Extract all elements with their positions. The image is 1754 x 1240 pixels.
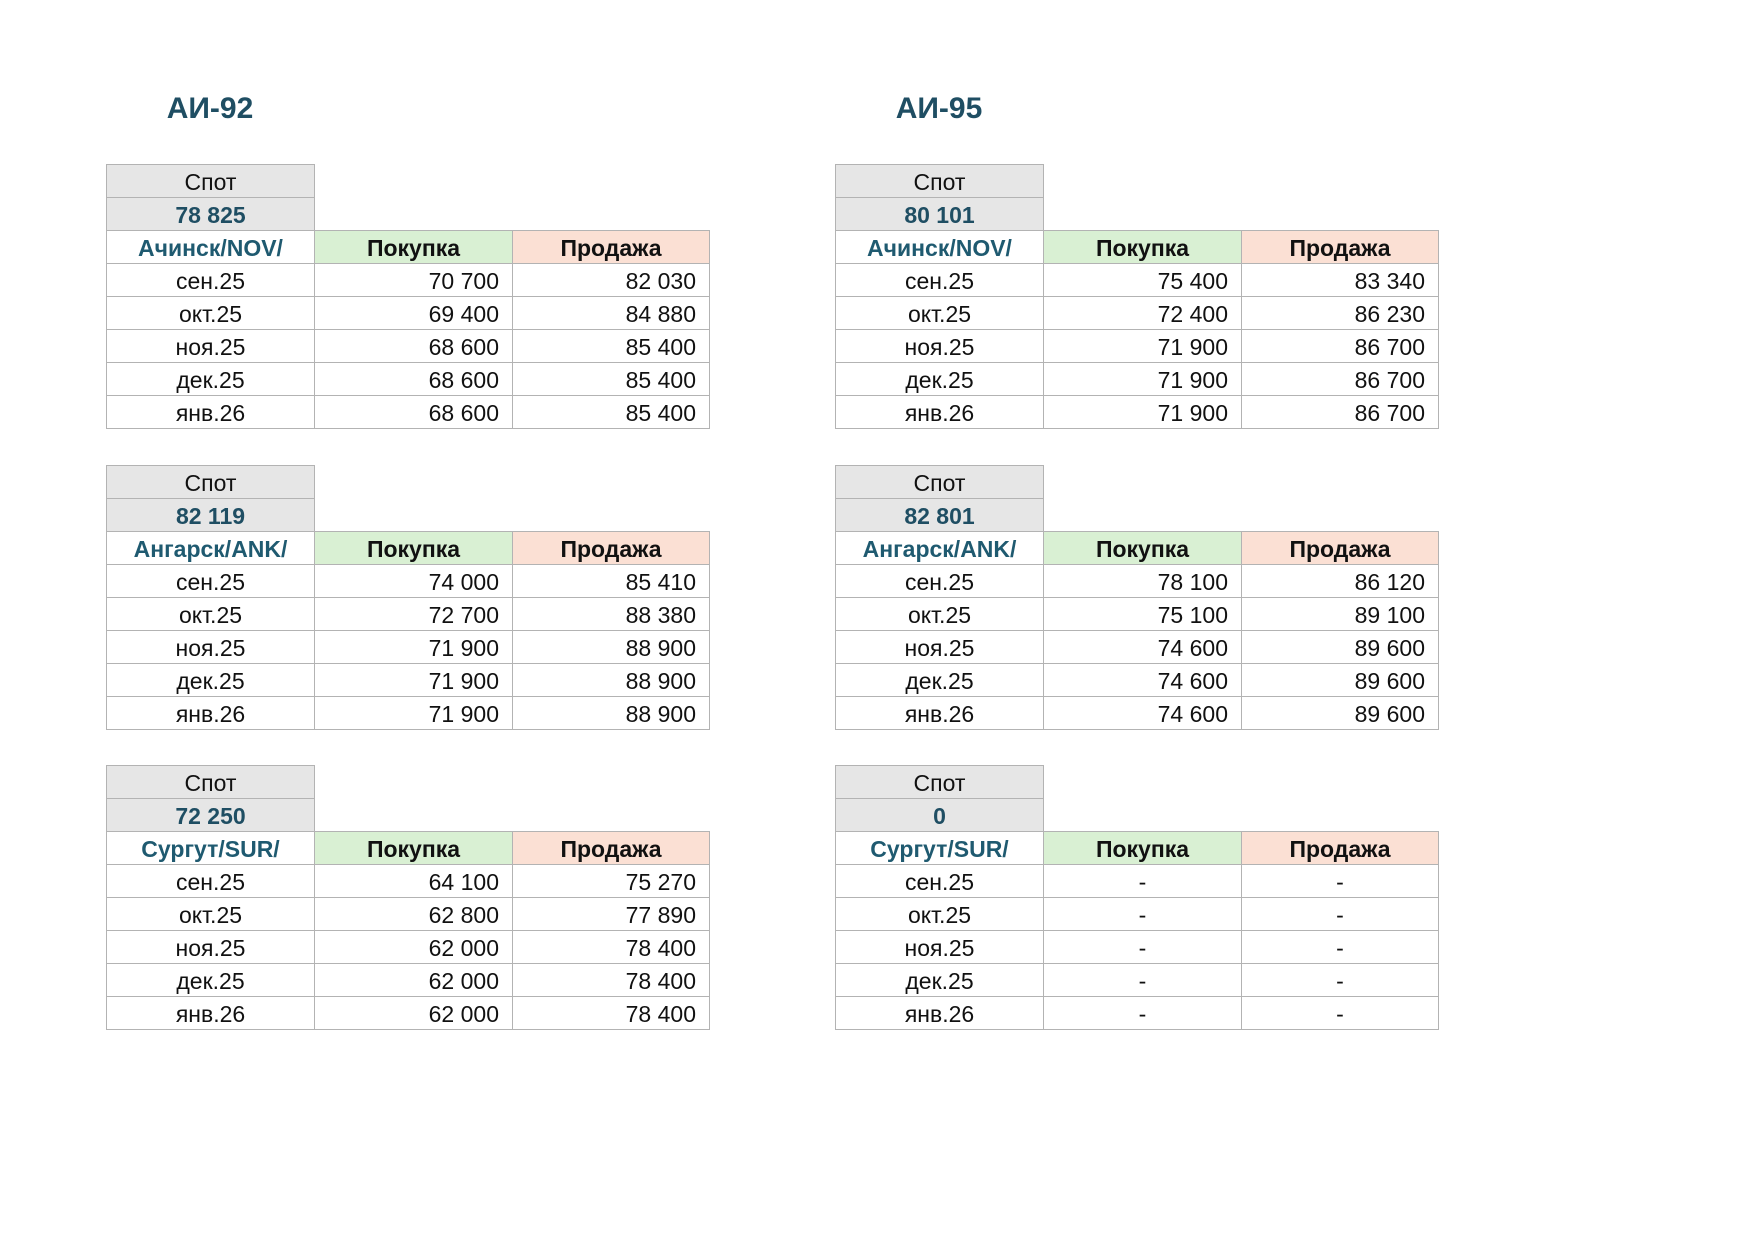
buy-cell: 68 600: [314, 362, 513, 396]
month-cell: янв.26: [835, 696, 1044, 730]
month-cell: окт.25: [106, 296, 315, 330]
month-cell: ноя.25: [106, 930, 315, 964]
sell-cell: 88 900: [512, 663, 710, 697]
buy-cell: -: [1043, 930, 1242, 964]
buy-cell: 68 600: [314, 395, 513, 429]
sell-cell: -: [1241, 963, 1439, 997]
buy-cell: -: [1043, 963, 1242, 997]
sell-cell: 86 700: [1241, 395, 1439, 429]
sell-cell: 83 340: [1241, 263, 1439, 297]
sell-cell: 85 400: [512, 362, 710, 396]
month-cell: дек.25: [835, 663, 1044, 697]
sell-cell: 85 410: [512, 564, 710, 598]
buy-cell: 74 600: [1043, 630, 1242, 664]
sell-cell: 88 900: [512, 696, 710, 730]
month-cell: ноя.25: [106, 630, 315, 664]
buy-cell: 71 900: [314, 696, 513, 730]
spot-label: Спот: [106, 465, 315, 499]
month-cell: янв.26: [835, 395, 1044, 429]
buy-header: Покупка: [1043, 831, 1242, 865]
sell-header: Продажа: [1241, 230, 1439, 264]
sell-header: Продажа: [512, 531, 710, 565]
spot-value: 78 825: [106, 197, 315, 231]
buy-cell: 71 900: [314, 630, 513, 664]
sell-cell: 86 700: [1241, 362, 1439, 396]
sell-cell: 78 400: [512, 963, 710, 997]
sell-cell: 88 380: [512, 597, 710, 631]
buy-cell: 71 900: [314, 663, 513, 697]
sell-cell: -: [1241, 996, 1439, 1030]
buy-cell: 72 700: [314, 597, 513, 631]
month-cell: сен.25: [835, 564, 1044, 598]
month-cell: окт.25: [835, 296, 1044, 330]
buy-header: Покупка: [1043, 531, 1242, 565]
month-cell: дек.25: [835, 963, 1044, 997]
month-cell: янв.26: [106, 395, 315, 429]
spot-value: 80 101: [835, 197, 1044, 231]
buy-cell: 68 600: [314, 329, 513, 363]
spot-label: Спот: [835, 465, 1044, 499]
spot-value: 82 801: [835, 498, 1044, 532]
sell-cell: 89 100: [1241, 597, 1439, 631]
sell-cell: 85 400: [512, 395, 710, 429]
location-header: Ачинск/NOV/: [106, 230, 315, 264]
month-cell: сен.25: [835, 864, 1044, 898]
buy-cell: 62 000: [314, 930, 513, 964]
buy-cell: 75 100: [1043, 597, 1242, 631]
buy-header: Покупка: [1043, 230, 1242, 264]
sell-header: Продажа: [1241, 531, 1439, 565]
buy-cell: 72 400: [1043, 296, 1242, 330]
spot-value: 82 119: [106, 498, 315, 532]
sell-header: Продажа: [1241, 831, 1439, 865]
buy-cell: 74 000: [314, 564, 513, 598]
buy-cell: 71 900: [1043, 329, 1242, 363]
sell-cell: 85 400: [512, 329, 710, 363]
sell-cell: -: [1241, 864, 1439, 898]
sell-cell: 86 230: [1241, 296, 1439, 330]
month-cell: дек.25: [106, 362, 315, 396]
buy-header: Покупка: [314, 531, 513, 565]
sell-cell: -: [1241, 930, 1439, 964]
buy-cell: 74 600: [1043, 663, 1242, 697]
month-cell: сен.25: [106, 263, 315, 297]
spot-value: 0: [835, 798, 1044, 832]
sell-cell: 82 030: [512, 263, 710, 297]
spot-label: Спот: [835, 164, 1044, 198]
location-header: Ангарск/ANK/: [106, 531, 315, 565]
buy-cell: 74 600: [1043, 696, 1242, 730]
location-header: Ачинск/NOV/: [835, 230, 1044, 264]
month-cell: дек.25: [835, 362, 1044, 396]
sell-cell: -: [1241, 897, 1439, 931]
sell-cell: 84 880: [512, 296, 710, 330]
month-cell: сен.25: [106, 564, 315, 598]
sell-cell: 77 890: [512, 897, 710, 931]
sell-header: Продажа: [512, 831, 710, 865]
location-header: Сургут/SUR/: [835, 831, 1044, 865]
sell-cell: 86 120: [1241, 564, 1439, 598]
sell-cell: 86 700: [1241, 329, 1439, 363]
month-cell: окт.25: [106, 897, 315, 931]
buy-cell: -: [1043, 996, 1242, 1030]
buy-cell: -: [1043, 864, 1242, 898]
month-cell: сен.25: [106, 864, 315, 898]
sell-cell: 89 600: [1241, 630, 1439, 664]
month-cell: окт.25: [835, 597, 1044, 631]
month-cell: ноя.25: [835, 930, 1044, 964]
month-cell: сен.25: [835, 263, 1044, 297]
buy-cell: 75 400: [1043, 263, 1242, 297]
month-cell: ноя.25: [835, 630, 1044, 664]
location-header: Сургут/SUR/: [106, 831, 315, 865]
buy-cell: 62 800: [314, 897, 513, 931]
sell-cell: 88 900: [512, 630, 710, 664]
spot-label: Спот: [835, 765, 1044, 799]
month-cell: ноя.25: [106, 329, 315, 363]
buy-cell: 71 900: [1043, 362, 1242, 396]
month-cell: окт.25: [106, 597, 315, 631]
sell-cell: 78 400: [512, 996, 710, 1030]
buy-cell: 71 900: [1043, 395, 1242, 429]
month-cell: янв.26: [106, 996, 315, 1030]
buy-cell: -: [1043, 897, 1242, 931]
sell-header: Продажа: [512, 230, 710, 264]
sell-cell: 89 600: [1241, 663, 1439, 697]
spot-value: 72 250: [106, 798, 315, 832]
buy-header: Покупка: [314, 230, 513, 264]
location-header: Ангарск/ANK/: [835, 531, 1044, 565]
buy-header: Покупка: [314, 831, 513, 865]
month-cell: янв.26: [835, 996, 1044, 1030]
month-cell: дек.25: [106, 963, 315, 997]
sell-cell: 75 270: [512, 864, 710, 898]
spot-label: Спот: [106, 164, 315, 198]
buy-cell: 62 000: [314, 963, 513, 997]
spot-label: Спот: [106, 765, 315, 799]
fuel-title: АИ-95: [895, 92, 983, 125]
month-cell: янв.26: [106, 696, 315, 730]
buy-cell: 70 700: [314, 263, 513, 297]
buy-cell: 69 400: [314, 296, 513, 330]
fuel-title: АИ-92: [166, 92, 254, 125]
month-cell: окт.25: [835, 897, 1044, 931]
buy-cell: 78 100: [1043, 564, 1242, 598]
month-cell: дек.25: [106, 663, 315, 697]
sell-cell: 89 600: [1241, 696, 1439, 730]
sell-cell: 78 400: [512, 930, 710, 964]
buy-cell: 62 000: [314, 996, 513, 1030]
month-cell: ноя.25: [835, 329, 1044, 363]
buy-cell: 64 100: [314, 864, 513, 898]
